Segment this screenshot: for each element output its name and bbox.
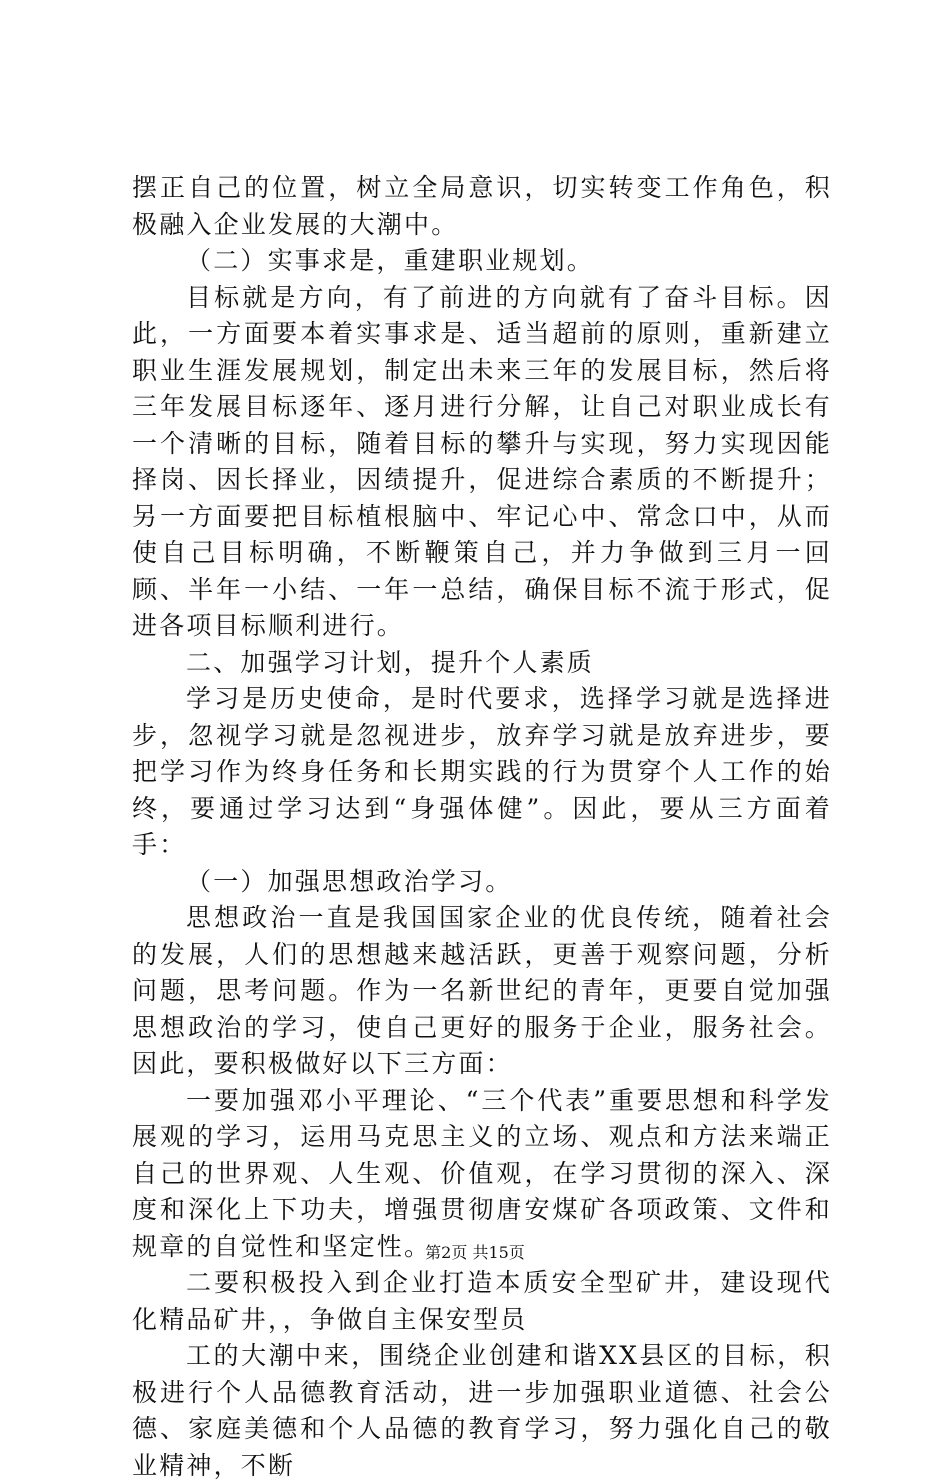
paragraph: 摆正自己的位置，树立全局意识，切实转变工作角色，积极融入企业发展的大潮中。 [132, 173, 832, 239]
page-number: 第2页 共15页 [425, 1243, 525, 1262]
paragraph: 二要积极投入到企业打造本质安全型矿井，建设现代化精品矿井，，争做自主保安型员 [132, 1268, 832, 1334]
section-heading: 二、加强学习计划，提升个人素质 [186, 647, 595, 677]
paragraph: 目标就是方向，有了前进的方向就有了奋斗目标。因此，一方面要本着实事求是、适当超前的原则，重新建立职业生涯发展规划，制定出未来三年的发展目标，然后将三年发展目标逐年、逐月进行分解，让自己对职业成长有一个清晰的目标，随着目标的攀升与实现，努力实现因能择岗、因长择业，因绩提升，促进综合素质的不断提升；另一方面要把目标植根脑中、牢记心中、常念口中，从而使自己目标明确，不断鞭策自己，并力争做到三月一回顾、半年一小结、一年一总结，确保目标不流于形式，促进各项目标顺利进行。 [132, 282, 832, 640]
section-heading: （二）实事求是，重建职业规划。 [186, 246, 595, 275]
paragraph: 思想政治一直是我国国家企业的优良传统，随着社会的发展，人们的思想越来越活跃，更善于观察问题，分析问题，思考问题。作为一名新世纪的青年，更要自觉加强思想政治的学习，使自己更好的服务于企业，服务社会。因此，要积极做好以下三方面： [132, 903, 832, 1078]
paragraph: 工的大潮中来，围绕企业创建和谐XX县区的目标，积极进行个人品德教育活动，进一步加强职业道德、社会公德、家庭美德和个人品德的教育学习，努力强化自己的敬业精神，不断 [132, 1341, 832, 1480]
paragraph: 学习是历史使命，是时代要求，选择学习就是选择进步，忽视学习就是忽视进步，放弃学习就是放弃进步，要把学习作为终身任务和长期实践的行为贯穿个人工作的始终，要通过学习达到“身强体健”。因此，要从三方面着手： [132, 684, 832, 859]
section-heading: （一）加强思想政治学习。 [186, 866, 513, 896]
document-body [132, 170, 832, 1484]
paragraph: 一要加强邓小平理论、“三个代表”重要思想和科学发展观的学习，运用马克思主义的立场、观点和方法来端正自己的世界观、人生观、价值观，在学习贯彻的深入、深度和深化上下功夫，增强贯彻唐安煤矿各项政策、文件和规章的自觉性和坚定性。 [132, 1085, 832, 1261]
